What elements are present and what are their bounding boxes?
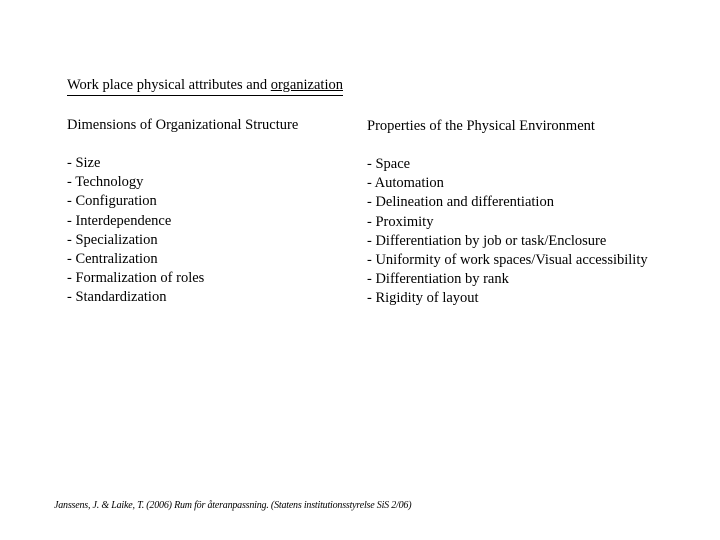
list-item: - Proximity [367,213,434,230]
list-item: - Centralization [67,251,158,268]
left-column-heading: Dimensions of Organizational Structure [67,117,299,133]
list-item: - Formalization of roles [67,270,205,287]
list-item: - Standardization [67,289,167,306]
list-item: - Technology [67,174,144,191]
list-item: - Configuration [67,193,157,210]
slide-title [67,77,343,94]
list-item: - Differentiation by job or task/Enclosure [367,232,607,249]
list-item: - Specialization [67,231,158,248]
list-item: - Space [367,156,411,172]
physical-environment-list [367,155,648,309]
right-column-heading: Properties of the Physical Environment [367,118,595,134]
list-item: - Rigidity of layout [367,290,479,307]
list-item: - Size [67,155,101,171]
list-item: - Interdependence [67,212,172,229]
list-item: - Delineation and differentiation [367,194,554,211]
list-item: - Automation [367,175,444,192]
title-underlined-word: organization [270,77,343,93]
organizational-structure-list [67,154,204,308]
title-underline-rule [67,95,343,96]
title-text: Work place physical attributes and [67,77,271,93]
citation: Janssens, J. & Laike, T. (2006) Rum för återanpassning. (Statens institutionsstyrelse SiS 2/06) [54,500,412,511]
list-item: - Uniformity of work spaces/Visual accessibility [367,252,648,269]
list-item: - Differentiation by rank [367,271,509,288]
